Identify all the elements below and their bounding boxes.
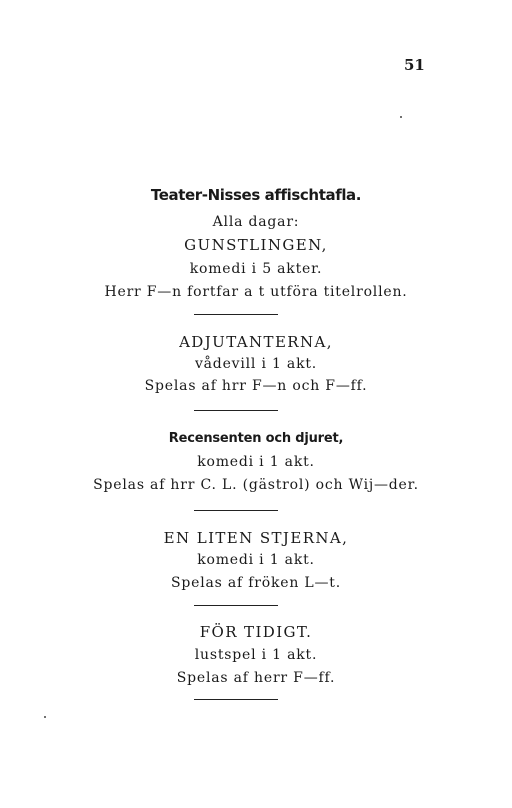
entry-genre: komedi i 5 akter. — [189, 261, 323, 277]
entry-title: GUNSTLINGEN, — [184, 236, 328, 254]
entry-cast: Herr F—n fortfar a t utföra titelrollen. — [104, 284, 408, 300]
entry-cast: Spelas af hrr C. L. (gästrol) och Wij—der. — [93, 477, 419, 493]
entry-title: ADJUTANTERNA, — [179, 333, 333, 351]
divider-rule — [194, 314, 278, 315]
entry-cast: Spelas af fröken L—t. — [171, 575, 341, 591]
entry-title: Recensenten och djuret, — [168, 431, 344, 446]
entry-cast: Spelas af hrr F—n och F—ff. — [144, 378, 368, 394]
page-number: 51 — [404, 56, 425, 74]
divider-rule — [194, 699, 278, 700]
heading: Teater-Nisses affischtafla. — [150, 186, 362, 204]
divider-rule — [194, 410, 278, 411]
subheading: Alla dagar: — [212, 214, 300, 230]
entry-title: EN LITEN STJERNA, — [163, 529, 349, 547]
entry-genre: komedi i 1 akt. — [197, 552, 315, 568]
divider-rule — [194, 605, 278, 606]
entry-title: FÖR TIDIGT. — [199, 623, 313, 641]
entry-genre: komedi i 1 akt. — [197, 454, 315, 470]
ink-speck — [400, 116, 402, 118]
ink-speck — [44, 716, 46, 718]
entry-genre: vådevill i 1 akt. — [194, 356, 318, 372]
entry-genre: lustspel i 1 akt. — [194, 647, 318, 663]
divider-rule — [194, 510, 278, 511]
entry-cast: Spelas af herr F—ff. — [176, 670, 336, 686]
